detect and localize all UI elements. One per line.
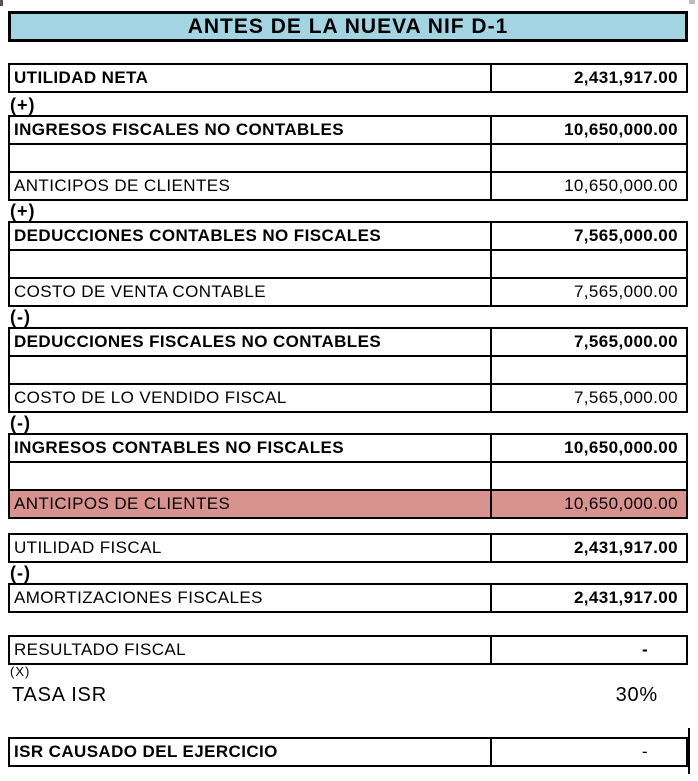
page-title-text: ANTES DE LA NUEVA NIF D-1	[187, 14, 509, 38]
row-empty	[8, 461, 688, 491]
cell-ingresos-fiscales-value[interactable]: 10,650,000.00	[490, 117, 686, 143]
page-title[interactable]	[8, 11, 688, 42]
row-deducciones-fiscales-header	[8, 327, 688, 357]
cell-utilidad-neta-value[interactable]: 2,431,917.00	[490, 65, 686, 91]
operator-plus-1: (+)	[10, 95, 36, 115]
row-utilidad-fiscal	[8, 533, 688, 563]
cell-deducciones-fiscales-label[interactable]: DEDUCCIONES FISCALES NO CONTABLES	[14, 332, 382, 351]
cell-ingresos-contables-label[interactable]: INGRESOS CONTABLES NO FISCALES	[14, 438, 344, 457]
cell-deducciones-fiscales-value[interactable]: 7,565,000.00	[490, 329, 686, 355]
row-empty	[8, 355, 688, 385]
operator-times: (X)	[10, 664, 31, 679]
row-costo-venta-contable	[8, 277, 688, 307]
cell-border-remnant	[688, 728, 690, 774]
cell-amortizaciones-label[interactable]: AMORTIZACIONES FISCALES	[14, 588, 263, 607]
row-costo-vendido-fiscal	[8, 383, 688, 413]
cell-costo-venta-value[interactable]: 7,565,000.00	[490, 279, 686, 305]
cell-resultado-fiscal-label[interactable]: RESULTADO FISCAL	[14, 640, 187, 659]
cell-anticipos-2-label[interactable]: ANTICIPOS DE CLIENTES	[14, 494, 231, 513]
operator-plus-2: (+)	[10, 201, 36, 221]
row-isr-causado	[8, 737, 688, 767]
cell-empty-value[interactable]	[490, 463, 686, 489]
row-utilidad-neta	[8, 63, 688, 93]
operator-minus-3: (-)	[10, 563, 31, 583]
cropped-border-tick-left	[0, 0, 3, 6]
cell-ingresos-contables-value[interactable]: 10,650,000.00	[490, 435, 686, 461]
row-anticipos-clientes-highlighted	[8, 489, 688, 519]
row-amortizaciones	[8, 583, 688, 613]
cell-resultado-fiscal-value[interactable]: -	[490, 637, 686, 663]
cell-amortizaciones-value[interactable]: 2,431,917.00	[490, 585, 686, 611]
cell-empty-value[interactable]	[490, 357, 686, 383]
cell-ingresos-fiscales-label[interactable]: INGRESOS FISCALES NO CONTABLES	[14, 120, 344, 139]
cell-anticipos-1-label[interactable]: ANTICIPOS DE CLIENTES	[14, 176, 231, 195]
group-ingresos-fiscales	[0, 115, 698, 201]
cell-anticipos-2-value[interactable]: 10,650,000.00	[490, 491, 686, 517]
cell-costo-venta-label[interactable]: COSTO DE VENTA CONTABLE	[14, 282, 266, 301]
cell-empty-value[interactable]	[490, 145, 686, 171]
cell-utilidad-fiscal-label[interactable]: UTILIDAD FISCAL	[14, 538, 162, 557]
cell-tasa-isr-label[interactable]: TASA ISR	[12, 683, 107, 706]
cell-deducciones-contables-label[interactable]: DEDUCCIONES CONTABLES NO FISCALES	[14, 226, 382, 245]
cell-empty-label[interactable]	[10, 357, 490, 383]
operator-minus-1: (-)	[10, 307, 31, 327]
group-deducciones-fiscales	[0, 327, 698, 413]
row-empty	[8, 143, 688, 173]
row-deducciones-contables-header	[8, 221, 688, 251]
row-ingresos-fiscales-header	[8, 115, 688, 145]
row-empty	[8, 249, 688, 279]
cell-empty-value[interactable]	[490, 251, 686, 277]
cell-deducciones-contables-value[interactable]: 7,565,000.00	[490, 223, 686, 249]
cell-empty-label[interactable]	[10, 251, 490, 277]
cell-costo-vendido-value[interactable]: 7,565,000.00	[490, 385, 686, 411]
cell-utilidad-fiscal-value[interactable]: 2,431,917.00	[490, 535, 686, 561]
operator-minus-2: (-)	[10, 413, 31, 433]
cell-anticipos-1-value[interactable]: 10,650,000.00	[490, 173, 686, 199]
group-ingresos-contables	[0, 433, 698, 519]
row-resultado-fiscal	[8, 635, 688, 665]
row-ingresos-contables-header	[8, 433, 688, 463]
cropped-border-tick-right	[689, 0, 695, 4]
cell-isr-causado-label[interactable]: ISR CAUSADO DEL EJERCICIO	[14, 742, 278, 761]
cell-tasa-isr-value[interactable]: 30%	[615, 683, 658, 706]
row-anticipos-clientes-1	[8, 171, 688, 201]
cell-empty-label[interactable]	[10, 463, 490, 489]
row-tasa-isr	[8, 679, 688, 711]
cell-isr-causado-value[interactable]: -	[490, 739, 686, 765]
cell-empty-label[interactable]	[10, 145, 490, 171]
group-deducciones-contables	[0, 221, 698, 307]
cell-utilidad-neta-label[interactable]: UTILIDAD NETA	[14, 68, 149, 87]
cell-costo-vendido-label[interactable]: COSTO DE LO VENDIDO FISCAL	[14, 388, 287, 407]
